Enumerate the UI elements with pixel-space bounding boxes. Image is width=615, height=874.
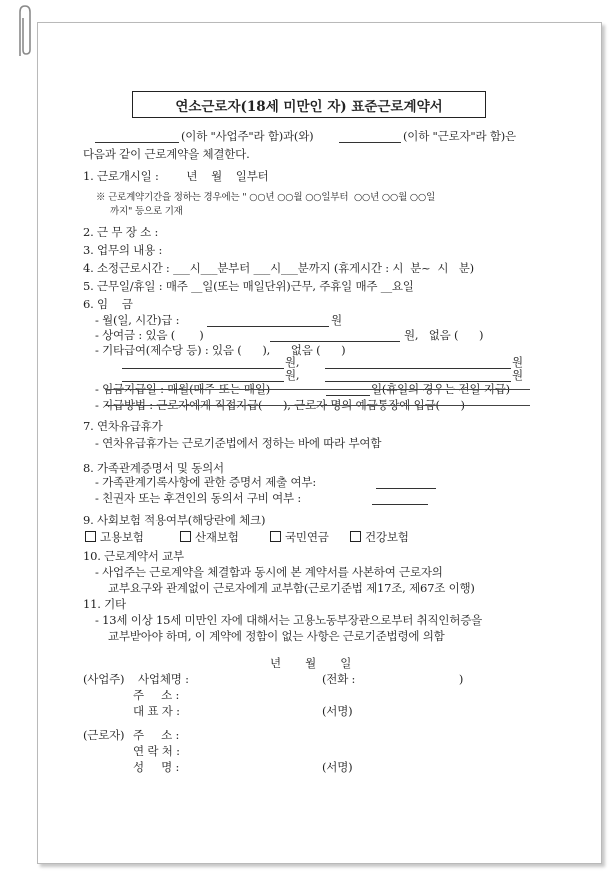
- section-5: 5. 근무일/휴일 : 매주 __일(또는 매일단위)근무, 주휴일 매주 __요일: [83, 279, 414, 293]
- employer-signature: (서명): [322, 704, 353, 718]
- section-10-desc-2: 교부요구와 관계없이 근로자에게 교부함(근로기준법 제17조, 제67조 이행): [108, 581, 475, 595]
- section-4: 4. 소정근로시간 : ___시___분부터 ___시___분까지 (휴게시간 : 시 분~ 시 분): [83, 261, 474, 275]
- section-8: 8. 가족관계증명서 및 동의서: [83, 461, 224, 475]
- worker-name: 성 명 :: [133, 760, 180, 774]
- intro-line1: (이하 "사업주"라 함)과(와): [181, 129, 314, 143]
- wage-blank: [207, 326, 329, 327]
- checkbox-employment-insurance[interactable]: [85, 531, 96, 542]
- employer-label: (사업주): [83, 672, 125, 686]
- employer-blank: [95, 142, 179, 143]
- employer-representative: 대 표 자 :: [133, 704, 180, 718]
- other-pay-unit-1a: 원,: [285, 355, 300, 369]
- worker-address: 주 소 :: [133, 728, 180, 742]
- checkbox-health-insurance[interactable]: [350, 531, 361, 542]
- payday-blank: [326, 395, 370, 396]
- section-7: 7. 연차유급휴가: [83, 419, 163, 433]
- section-2: 2. 근 무 장 소 :: [83, 225, 159, 239]
- section-6-method: - 지급방법 : 근로자에게 직접지급( ), 근로자 명의 예금통장에 입금( ): [95, 398, 465, 412]
- insurance-employment-label: 고용보험: [100, 530, 144, 544]
- section-6-bonus: - 상여금 : 있음 ( ): [95, 328, 204, 342]
- insurance-employment[interactable]: [85, 530, 144, 544]
- family-cert-blank: [376, 488, 436, 489]
- worker-label: (근로자): [83, 728, 125, 742]
- insurance-health[interactable]: [350, 530, 409, 544]
- employer-company-name: 사업체명 :: [138, 672, 189, 686]
- contract-date: 년 월 일: [270, 656, 352, 670]
- employer-address: 주 소 :: [133, 688, 180, 702]
- section-10: 10. 근로계약서 교부: [83, 549, 184, 563]
- section-6-payday: - 임금지급일 : 매월(매주 또는 매일): [95, 382, 271, 396]
- section-6: 6. 임 금: [83, 297, 133, 311]
- other-pay-blank-2: [325, 368, 511, 369]
- section-6-bonus-tail: 원, 없음 ( ): [404, 328, 484, 342]
- insurance-industrial-label: 산재보험: [195, 530, 239, 544]
- checkbox-industrial-accident-insurance[interactable]: [180, 531, 191, 542]
- paperclip-icon: [14, 4, 34, 62]
- intro-line2: 다음과 같이 근로계약을 체결한다.: [83, 147, 250, 161]
- section-11: 11. 기타: [83, 597, 126, 611]
- section-8-consent: - 친권자 또는 후견인의 동의서 구비 여부 :: [95, 491, 302, 505]
- section-3: 3. 업무의 내용 :: [83, 243, 163, 257]
- section-11-desc-1: - 13세 이상 15세 미만인 자에 대해서는 고용노동부장관으로부터 취직인허증을: [95, 613, 483, 627]
- section-10-desc-1: - 사업주는 근로계약을 체결함과 동시에 본 계약서를 사본하여 근로자의: [95, 565, 443, 579]
- section-9: 9. 사회보험 적용여부(해당란에 체크): [83, 513, 266, 527]
- strike-line-2: [105, 405, 530, 406]
- insurance-pension-label: 국민연금: [285, 530, 329, 544]
- bonus-blank: [270, 341, 400, 342]
- insurance-pension[interactable]: [270, 530, 329, 544]
- insurance-health-label: 건강보험: [365, 530, 409, 544]
- section-1-note-1: ※ 근로계약기간을 정하는 경우에는 " ○○년 ○○월 ○○일부터 ○○년 ○○월 ○○일: [96, 192, 436, 203]
- wage-unit: 원: [331, 313, 342, 327]
- other-pay-unit-2a: 원,: [285, 368, 300, 382]
- section-6-other-pay: - 기타급여(제수당 등) : 있음 ( ), 없음 ( ): [95, 343, 346, 357]
- checkbox-national-pension[interactable]: [270, 531, 281, 542]
- worker-blank: [339, 142, 401, 143]
- section-6-monthly-wage: - 월(일, 시간)급 :: [95, 313, 180, 327]
- section-1-note-2: 까지" 등으로 기재: [110, 206, 183, 217]
- page-title: 연소근로자(18세 미만인 자) 표준근로계약서: [175, 98, 443, 115]
- insurance-industrial[interactable]: [180, 530, 239, 544]
- other-pay-unit-2b: 원: [512, 368, 523, 382]
- employer-phone: (전화 : ): [322, 672, 464, 686]
- title-box: [132, 91, 486, 118]
- section-11-desc-2: 교부받아야 하며, 이 계약에 정함이 없는 사항은 근로기준법령에 의함: [108, 629, 445, 643]
- worker-signature: (서명): [322, 760, 353, 774]
- section-7-desc: - 연차유급휴가는 근로기준법에서 정하는 바에 따라 부여함: [95, 436, 382, 450]
- other-pay-blank-1: [122, 368, 284, 369]
- section-8-family-cert: - 가족관계기록사항에 관한 증명서 제출 여부:: [95, 475, 316, 489]
- worker-contact: 연 락 처 :: [133, 744, 180, 758]
- section-6-payday-tail: 일(휴일의 경우는 전일 지급): [371, 382, 510, 396]
- consent-blank: [372, 504, 428, 505]
- section-1: 1. 근로개시일 : 년 월 일부터: [83, 169, 269, 183]
- other-pay-unit-1b: 원: [512, 355, 523, 369]
- strike-line-1: [105, 389, 530, 390]
- intro-line1b: (이하 "근로자"라 함)은: [403, 129, 516, 143]
